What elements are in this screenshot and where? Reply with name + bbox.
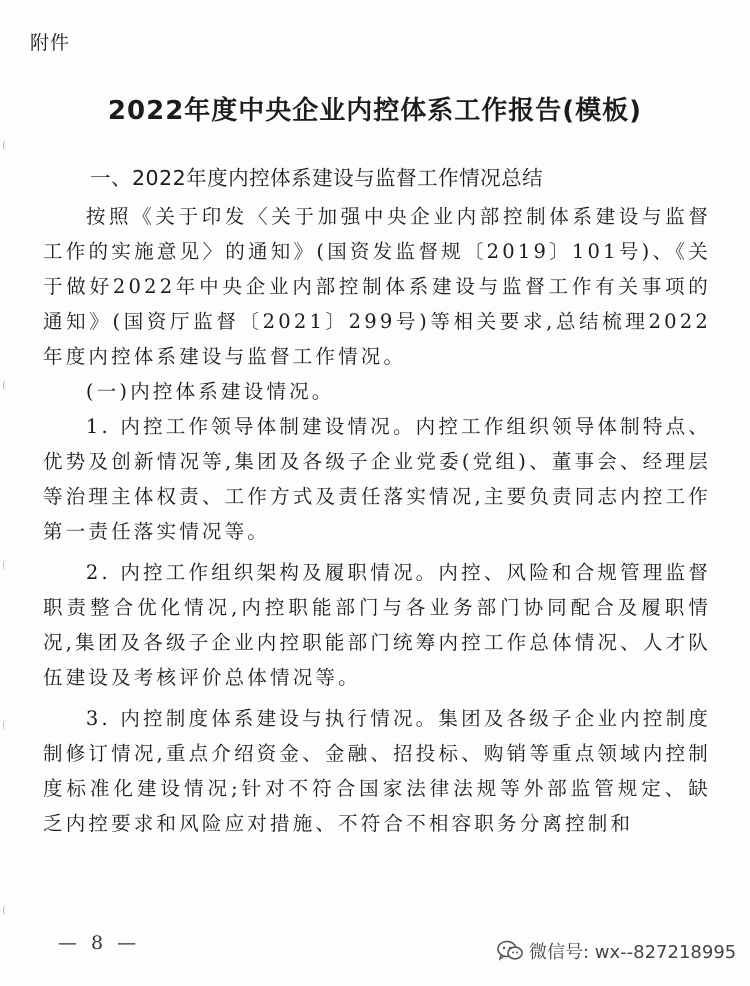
attachment-label: 附件 (30, 32, 71, 54)
section-heading: 一、2022年度内控体系建设与监督工作情况总结 (90, 166, 544, 190)
watermark-text: 微信号: wx--827218995 (529, 942, 737, 963)
document-title: 2022年度中央企业内控体系工作报告(模板) (107, 96, 643, 126)
scan-margin-mark (3, 140, 10, 150)
list-item: 1. 内控工作领导体制建设情况。内控工作组织领导体制特点、优势及创新情况等,集团及各级子企业党委(党组)、董事会、经理层等治理主体权责、工作方式及责任落实情况,主要负责同志内控工作第一责任落实情况等。 (43, 415, 711, 543)
list-item: 3. 内控制度体系建设与执行情况。集团及各级子企业内控制度制修订情况,重点介绍资金、金融、招投标、购销等重点领域内控制度标准化建设情况;针对不符合国家法律法规等外部监管规定、缺乏内控要求和风险应对措施、不符合不相容职务分离控制和 (43, 707, 711, 835)
scan-margin-mark (3, 905, 10, 915)
intro-paragraph: 按照《关于印发〈关于加强中央企业内部控制体系建设与监督工作的实施意见〉的通知》(国资发监督规〔2019〕101号)、《关于做好2022年中央企业内部控制体系建设与监督工作有关事项的通知》(国资厅监督〔2021〕299号)等相关要求,总结梳理2022年度内控体系建设与监督工作情况。 (43, 205, 711, 368)
document-body (43, 199, 711, 841)
list-item: 2. 内控工作组织架构及履职情况。内控、风险和合规管理监督职责整合优化情况,内控职能部门与各业务部门协同配合及履职情况,集团及各级子企业内控职能部门统筹内控工作总体情况、人才队伍建设及考核评价总体情况等。 (43, 561, 711, 689)
subsection-heading: (一)内控体系建设情况。 (85, 380, 335, 403)
scan-margin-mark (3, 380, 10, 390)
scan-margin-mark (3, 720, 10, 730)
page-number: — 8 — (58, 932, 141, 954)
wechat-icon (497, 940, 523, 962)
wechat-watermark (497, 938, 736, 964)
scan-margin-mark (3, 560, 10, 570)
